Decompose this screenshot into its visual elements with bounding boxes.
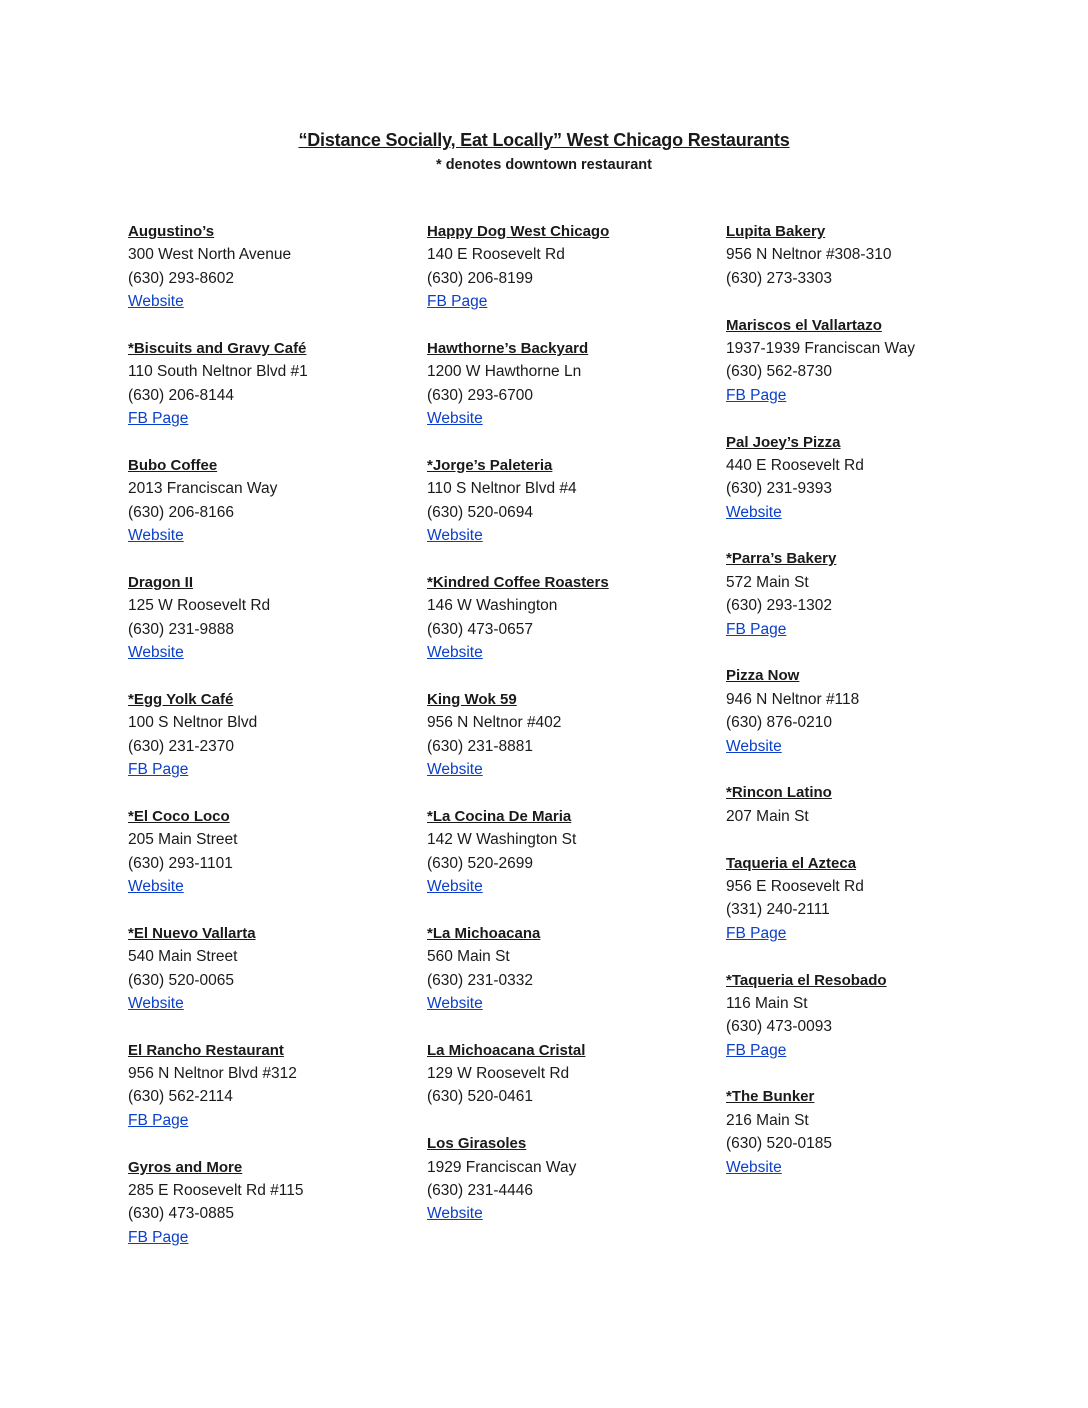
restaurant-entry <box>427 571 609 665</box>
restaurant-column-1 <box>128 220 308 1273</box>
restaurant-entry <box>726 969 915 1063</box>
website-link[interactable]: Website <box>427 527 483 545</box>
restaurant-address: 540 Main Street <box>128 948 238 966</box>
restaurant-phone: (630) 231-2370 <box>128 737 234 755</box>
restaurant-address: 1929 Franciscan Way <box>427 1158 577 1176</box>
restaurant-entry <box>726 431 915 525</box>
website-link[interactable]: Website <box>128 877 184 895</box>
restaurant-address: 110 South Neltnor Blvd #1 <box>128 363 308 381</box>
restaurant-phone: (630) 473-0093 <box>726 1018 832 1036</box>
restaurant-name: Augustino’s <box>128 223 215 240</box>
restaurant-address: 956 E Roosevelt Rd <box>726 877 864 895</box>
restaurant-address: 956 N Neltnor Blvd #312 <box>128 1065 297 1083</box>
restaurant-phone: (630) 473-0885 <box>128 1205 234 1223</box>
restaurant-entry <box>427 220 609 314</box>
restaurant-name: Gyros and More <box>128 1158 243 1176</box>
restaurant-name: Pizza Now <box>726 667 800 685</box>
restaurant-name: Happy Dog West Chicago <box>427 223 610 240</box>
restaurant-entry <box>427 337 609 431</box>
restaurant-phone: (630) 293-1302 <box>726 597 832 615</box>
website-link[interactable]: Website <box>128 994 184 1012</box>
fb-page-link[interactable]: FB Page <box>726 620 787 638</box>
restaurant-address: 100 S Neltnor Blvd <box>128 714 258 732</box>
restaurant-phone: (630) 231-4446 <box>427 1182 533 1200</box>
restaurant-entry <box>726 664 915 758</box>
restaurant-address: 440 E Roosevelt Rd <box>726 456 864 474</box>
restaurant-phone: (630) 520-0065 <box>128 971 234 989</box>
restaurant-entry <box>726 220 915 290</box>
restaurant-entry <box>128 220 308 314</box>
restaurant-address: 572 Main St <box>726 573 809 591</box>
restaurant-address: 285 E Roosevelt Rd #115 <box>128 1182 304 1200</box>
fb-page-link[interactable]: FB Page <box>128 1228 189 1246</box>
restaurant-phone: (331) 240-2111 <box>726 901 830 919</box>
restaurant-phone: (630) 473-0657 <box>427 620 533 638</box>
restaurant-entry <box>128 454 308 548</box>
fb-page-link[interactable]: FB Page <box>427 293 488 311</box>
restaurant-name: *Biscuits and Gravy Café <box>128 339 307 357</box>
restaurant-name: *El Coco Loco <box>128 807 230 825</box>
restaurant-address: 207 Main St <box>726 807 809 825</box>
restaurant-phone: (630) 562-2114 <box>128 1088 233 1106</box>
restaurant-phone: (630) 293-8602 <box>128 269 234 287</box>
restaurant-address: 1937-1939 Franciscan Way <box>726 339 915 357</box>
restaurant-address: 129 W Roosevelt Rd <box>427 1065 570 1083</box>
fb-page-link[interactable]: FB Page <box>726 386 787 404</box>
restaurant-address: 2013 Franciscan Way <box>128 480 278 498</box>
restaurant-entry <box>427 688 609 782</box>
restaurant-name: *The Bunker <box>726 1088 815 1106</box>
restaurant-name: El Rancho Restaurant <box>128 1041 284 1059</box>
restaurant-name: Taqueria el Azteca <box>726 854 857 872</box>
restaurant-address: 146 W Washington <box>427 597 558 615</box>
restaurant-name: *El Nuevo Vallarta <box>128 924 256 942</box>
website-link[interactable]: Website <box>427 644 483 662</box>
restaurant-address: 1200 W Hawthorne Ln <box>427 363 582 381</box>
restaurant-name: Hawthorne’s Backyard <box>427 339 589 357</box>
restaurant-name: *Parra’s Bakery <box>726 550 837 568</box>
restaurant-entry <box>427 454 609 548</box>
restaurant-entry <box>726 314 915 408</box>
restaurant-address: 946 N Neltnor #118 <box>726 690 860 708</box>
website-link[interactable]: Website <box>427 994 483 1012</box>
restaurant-phone: (630) 206-8144 <box>128 386 234 404</box>
restaurant-entry <box>427 1132 609 1226</box>
restaurant-phone: (630) 231-0332 <box>427 971 533 989</box>
restaurant-phone: (630) 206-8166 <box>128 503 234 521</box>
restaurant-phone: (630) 293-6700 <box>427 386 533 404</box>
page-subtitle: * denotes downtown restaurant <box>436 157 652 173</box>
restaurant-name: Los Girasoles <box>427 1135 527 1153</box>
restaurant-entry <box>128 337 308 431</box>
restaurant-phone: (630) 293-1101 <box>128 854 233 872</box>
website-link[interactable]: Website <box>726 1158 782 1176</box>
restaurant-entry <box>128 1156 308 1250</box>
restaurant-column-3 <box>726 220 915 1202</box>
restaurant-entry <box>427 805 609 899</box>
website-link[interactable]: Website <box>128 293 184 311</box>
restaurant-address: 216 Main St <box>726 1111 809 1129</box>
fb-page-link[interactable]: FB Page <box>726 1041 787 1059</box>
page-title: “Distance Socially, Eat Locally” West Chicago Restaurants <box>298 130 790 150</box>
website-link[interactable]: Website <box>427 1205 483 1223</box>
restaurant-entry <box>726 852 915 946</box>
restaurant-entry <box>128 571 308 665</box>
restaurant-phone: (630) 231-8881 <box>427 737 533 755</box>
restaurant-phone: (630) 520-2699 <box>427 854 533 872</box>
restaurant-phone: (630) 562-8730 <box>726 363 832 381</box>
restaurant-address: 125 W Roosevelt Rd <box>128 597 271 615</box>
fb-page-link[interactable]: FB Page <box>128 760 189 778</box>
website-link[interactable]: Website <box>726 737 782 755</box>
restaurant-name: *Egg Yolk Café <box>128 690 234 708</box>
website-link[interactable]: Website <box>427 410 483 428</box>
restaurant-name: Mariscos el Vallartazo <box>726 316 882 334</box>
restaurant-name: Pal Joey’s Pizza <box>726 433 841 451</box>
restaurant-name: La Michoacana Cristal <box>427 1041 586 1059</box>
restaurant-address: 560 Main St <box>427 948 510 966</box>
restaurant-entry <box>726 781 915 828</box>
restaurant-name: *Kindred Coffee Roasters <box>427 573 609 591</box>
restaurant-phone: (630) 231-9888 <box>128 620 234 638</box>
restaurant-name: *Jorge’s Paleteria <box>427 456 553 474</box>
restaurant-address: 205 Main Street <box>128 831 238 849</box>
restaurant-phone: (630) 520-0694 <box>427 503 533 521</box>
restaurant-phone: (630) 876-0210 <box>726 714 832 732</box>
restaurant-entry <box>427 1039 609 1109</box>
fb-page-link[interactable]: FB Page <box>726 924 787 942</box>
restaurant-phone: (630) 206-8199 <box>427 269 533 287</box>
restaurant-entry <box>726 547 915 641</box>
restaurant-entry <box>128 688 308 782</box>
restaurant-name: *La Michoacana <box>427 924 541 942</box>
restaurant-name: Dragon II <box>128 573 194 591</box>
fb-page-link[interactable]: FB Page <box>128 1111 189 1129</box>
restaurant-name: *La Cocina De Maria <box>427 807 572 825</box>
restaurant-address: 140 E Roosevelt Rd <box>427 246 565 264</box>
restaurant-phone: (630) 520-0461 <box>427 1088 533 1106</box>
website-link[interactable]: Website <box>128 644 184 662</box>
restaurant-address: 956 N Neltnor #308-310 <box>726 246 892 264</box>
restaurant-entry <box>726 1085 915 1179</box>
website-link[interactable]: Website <box>427 760 483 778</box>
restaurant-name: Lupita Bakery <box>726 223 826 240</box>
website-link[interactable]: Website <box>427 877 483 895</box>
restaurant-address: 142 W Washington St <box>427 831 577 849</box>
restaurant-address: 300 West North Avenue <box>128 246 292 264</box>
website-link[interactable]: Website <box>128 527 184 545</box>
restaurant-address: 110 S Neltnor Blvd #4 <box>427 480 577 498</box>
restaurant-name: *Rincon Latino <box>726 784 832 802</box>
restaurant-phone: (630) 273-3303 <box>726 269 832 287</box>
restaurant-entry <box>427 922 609 1016</box>
restaurant-address: 116 Main St <box>726 994 808 1012</box>
restaurant-phone: (630) 231-9393 <box>726 480 832 498</box>
website-link[interactable]: Website <box>726 503 782 521</box>
restaurant-column-2 <box>427 220 609 1249</box>
restaurant-name: Bubo Coffee <box>128 456 218 474</box>
fb-page-link[interactable]: FB Page <box>128 410 189 428</box>
restaurant-entry <box>128 1039 308 1133</box>
restaurant-name: King Wok 59 <box>427 690 517 708</box>
restaurant-name: *Taqueria el Resobado <box>726 971 887 989</box>
restaurant-entry <box>128 922 308 1016</box>
restaurant-address: 956 N Neltnor #402 <box>427 714 562 732</box>
restaurant-phone: (630) 520-0185 <box>726 1135 832 1153</box>
restaurant-entry <box>128 805 308 899</box>
